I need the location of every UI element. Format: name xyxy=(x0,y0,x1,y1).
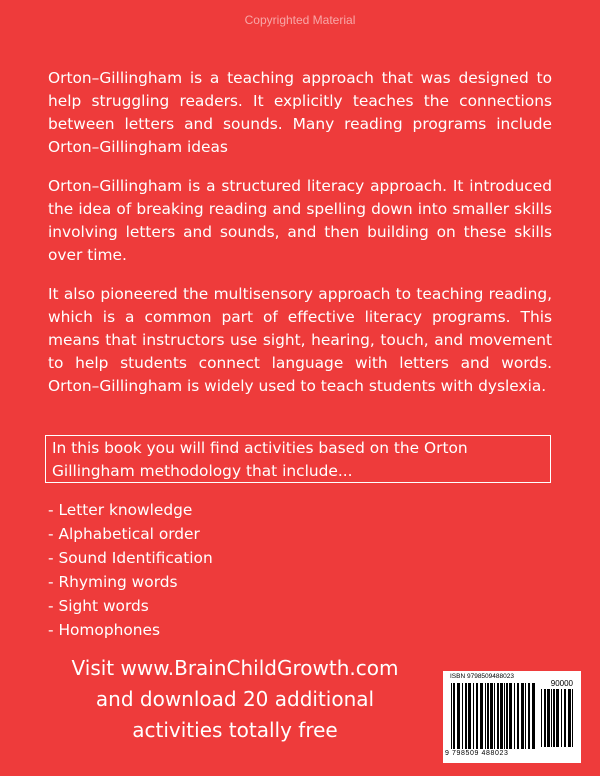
barcode-bars xyxy=(451,683,537,749)
barcode-bar xyxy=(457,683,460,749)
price-code: 90000 xyxy=(550,679,573,688)
barcode-bar xyxy=(453,683,455,749)
book-activities-callout: In this book you will find activities based on the Orton Gillingham methodology that include... xyxy=(45,435,551,483)
cta-line: activities totally free xyxy=(132,718,338,742)
barcode-bar xyxy=(551,689,552,747)
barcode-bar xyxy=(564,689,566,747)
barcode-bar xyxy=(521,683,524,749)
barcode-bar xyxy=(525,683,526,749)
barcode-bar xyxy=(506,683,508,749)
list-item: - Sound Identification xyxy=(48,549,213,567)
list-item: - Sight words xyxy=(48,597,149,615)
barcode-bar xyxy=(468,683,471,749)
barcode-bar xyxy=(561,689,562,747)
barcode-bar xyxy=(497,683,499,749)
barcode-bar xyxy=(504,683,505,749)
isbn-label: ISBN 9798509488023 xyxy=(450,673,514,680)
barcode-bar xyxy=(532,683,535,749)
barcode-bar xyxy=(528,683,530,749)
barcode-bar xyxy=(485,683,486,749)
barcode-bar xyxy=(476,683,478,749)
barcode-bar xyxy=(451,683,452,749)
barcode-bar xyxy=(490,683,493,749)
website-call-to-action xyxy=(40,653,430,746)
cta-line: and download 20 additional xyxy=(95,687,375,711)
barcode-bar xyxy=(509,683,512,749)
list-item: - Homophones xyxy=(48,621,161,639)
barcode-bar xyxy=(514,683,515,749)
copyright-watermark: Copyrighted Material xyxy=(244,13,356,27)
barcode-bar xyxy=(556,689,559,747)
barcode-bar xyxy=(547,689,550,747)
barcode-bar xyxy=(541,689,542,747)
isbn-digits: 9 798509 488023 xyxy=(445,750,509,757)
structured-literacy-paragraph: Orton–Gillingham is a structured literacy approach. It introduced the idea of breaking reading and spelling down into smaller skills involving letters and sounds, and then building on these skills over time. xyxy=(48,177,552,264)
barcode-bar xyxy=(568,689,571,747)
activity-list xyxy=(48,498,213,642)
barcode-bar xyxy=(553,689,555,747)
price-barcode-bars xyxy=(541,689,575,747)
cta-line: Visit www.BrainChildGrowth.com xyxy=(71,656,399,680)
list-item: - Letter knowledge xyxy=(48,501,193,519)
barcode-bar xyxy=(572,689,573,747)
barcode-bar xyxy=(487,683,489,749)
barcode-bar xyxy=(500,683,503,749)
barcode-bar xyxy=(480,683,483,749)
isbn-barcode xyxy=(443,671,581,763)
intro-paragraph: Orton–Gillingham is a teaching approach that was designed to help struggling readers. It explicitly teaches the connections between letters and sounds. Many reading programs include Orton–Gillingham ideas xyxy=(48,69,552,156)
barcode-bar xyxy=(473,683,474,749)
barcode-bar xyxy=(517,683,519,749)
barcode-bar xyxy=(544,689,546,747)
list-item: - Alphabetical order xyxy=(48,525,200,543)
barcode-bar xyxy=(462,683,463,749)
list-item: - Rhyming words xyxy=(48,573,178,591)
barcode-bar xyxy=(494,683,495,749)
barcode-bar xyxy=(465,683,467,749)
multisensory-paragraph: It also pioneered the multisensory approach to teaching reading, which is a common part of effective literacy programs. This means that instructors use sight, hearing, touch, and movement to help students connect language with letters and words. Orton–Gillingham is widely used to teach students with dyslexia. xyxy=(48,285,552,395)
